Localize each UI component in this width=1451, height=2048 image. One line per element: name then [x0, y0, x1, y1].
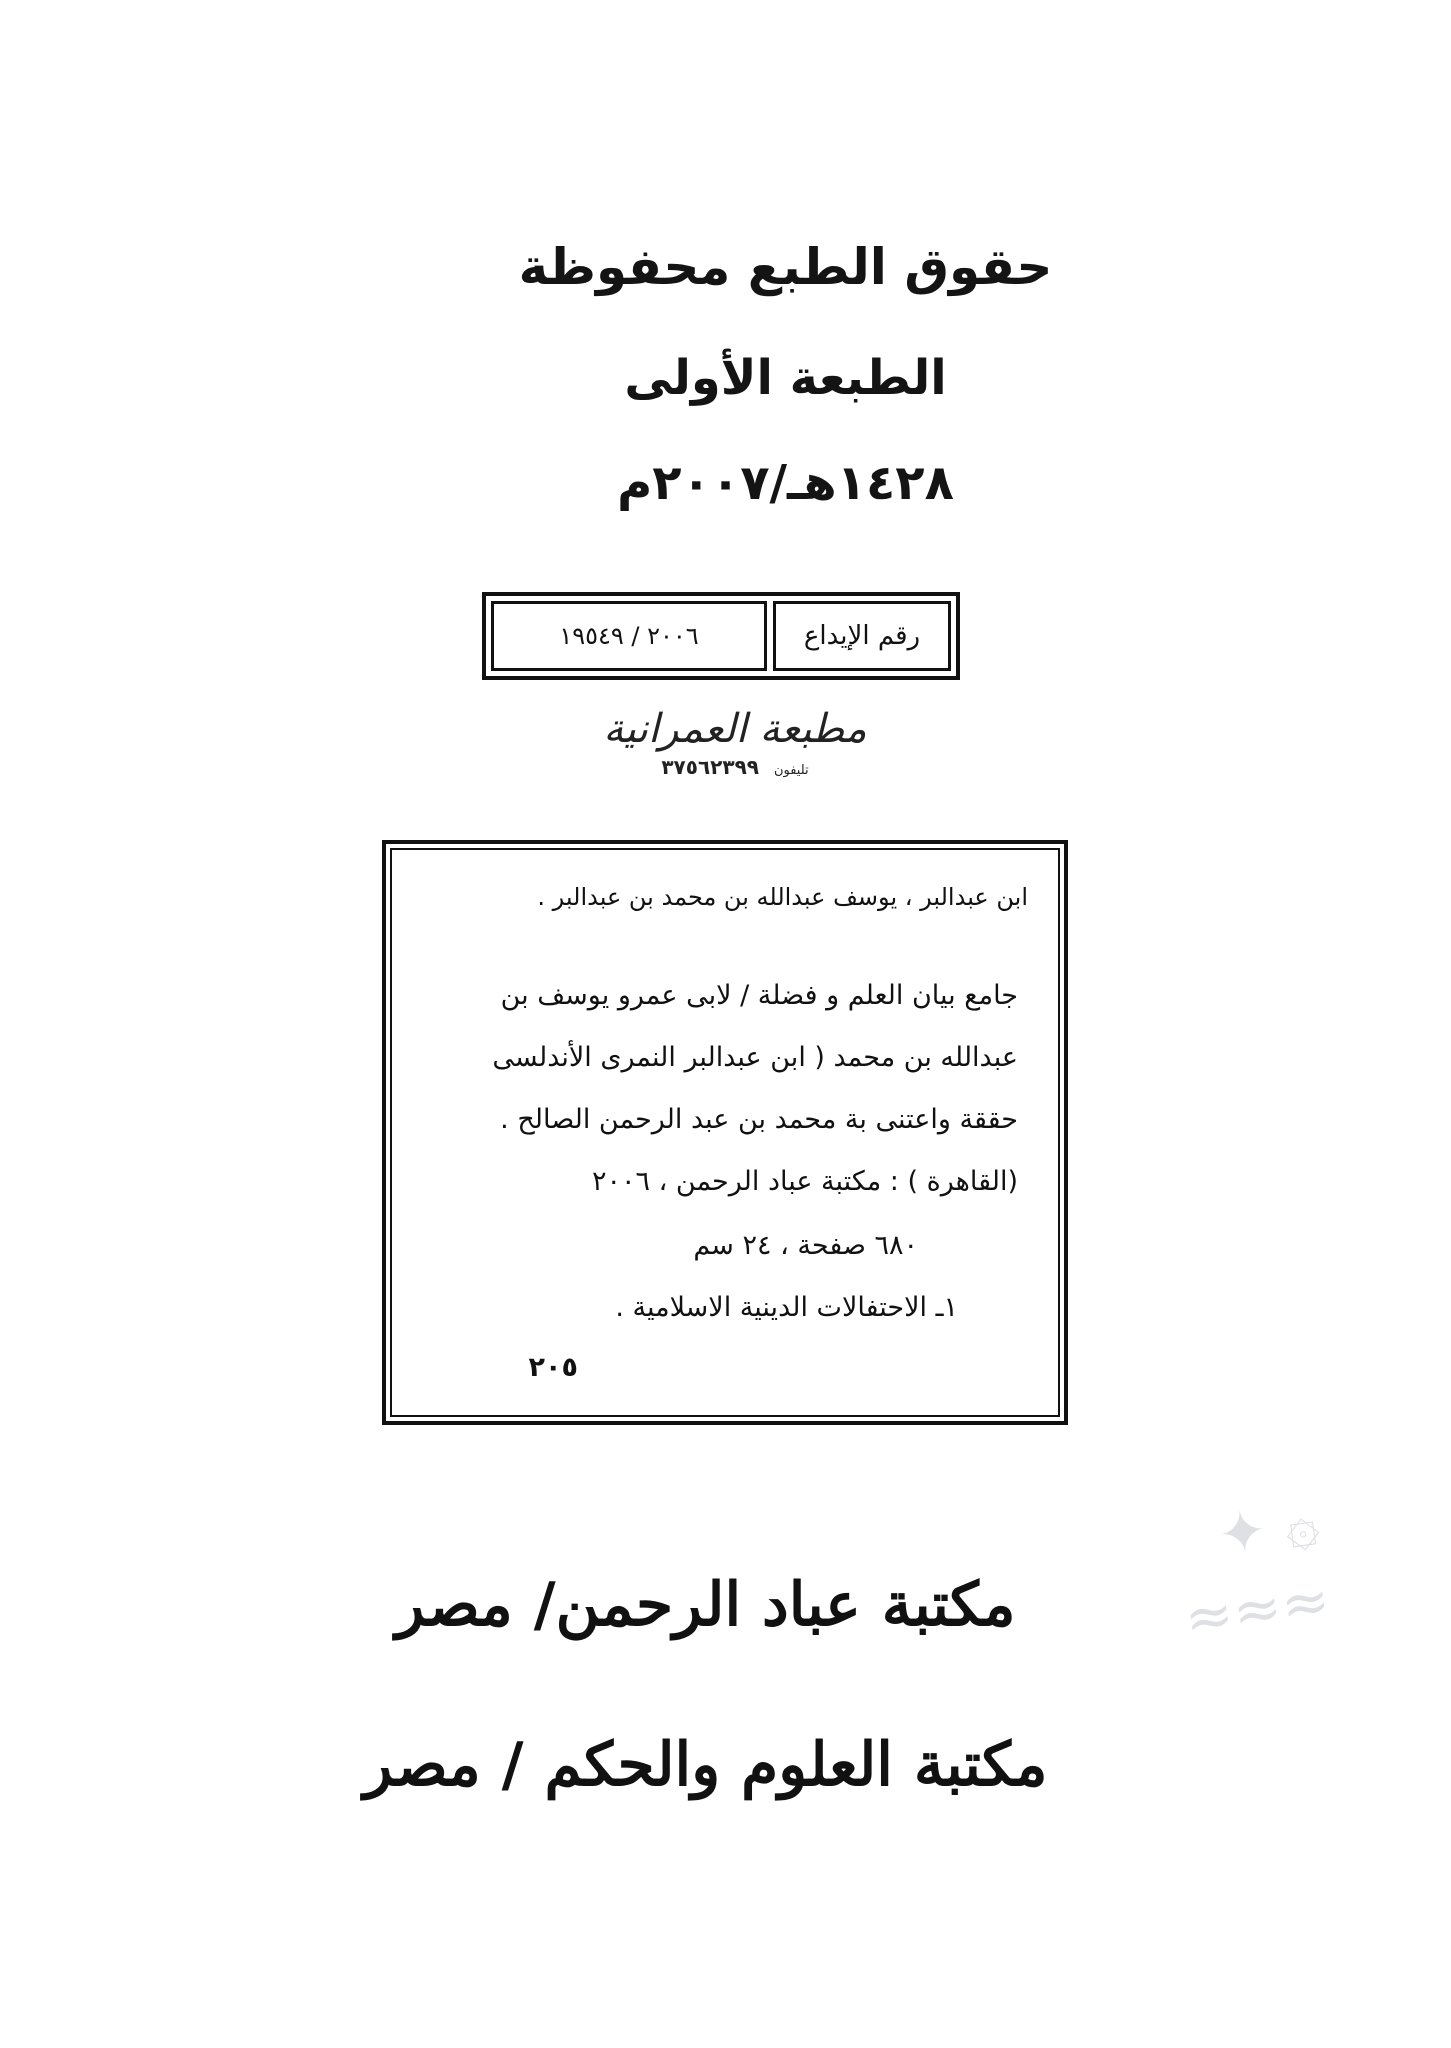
catalog-line: ٦٨٠ صفحة ، ٢٤ سم — [693, 1230, 918, 1261]
catalog-line: عبدالله بن محمد ( ابن عبدالبر النمرى الأندلسى — [492, 1042, 1018, 1073]
deposit-number: ٢٠٠٦ / ١٩٥٤٩ — [491, 601, 767, 671]
catalog-card — [382, 840, 1068, 1425]
copyright-title: حقوق الطبع محفوظة — [518, 238, 1053, 296]
press-phone-row — [555, 755, 915, 779]
edition-label: الطبعة الأولى — [624, 350, 947, 406]
catalog-line: جامع بيان العلم و فضلة / لابى عمرو يوسف بن — [500, 980, 1018, 1011]
catalog-line: حققة واعتنى بة محمد بن عبد الرحمن الصالح . — [500, 1104, 1018, 1135]
catalog-classification: ٢٠٥ — [528, 1352, 578, 1383]
catalog-line: (القاهرة ) : مكتبة عباد الرحمن ، ٢٠٠٦ — [592, 1166, 1018, 1197]
press-logo — [555, 705, 915, 785]
deposit-number-box — [482, 592, 960, 680]
catalog-author: ابن عبدالبر ، يوسف عبدالله بن محمد بن عبدالبر . — [537, 883, 1028, 911]
catalog-line: ١ـ الاحتفالات الدينية الاسلامية . — [615, 1292, 958, 1323]
publisher-line: مكتبة عباد الرحمن/ مصر — [395, 1570, 1016, 1640]
faint-stamp-mark: ۞ ✦ ≈≈≈ — [1180, 1488, 1335, 1653]
press-name: مطبعة العمرانية — [603, 706, 867, 752]
press-phone: ٣٧٥٦٢٣٩٩ — [661, 755, 759, 779]
catalog-card-inner — [390, 848, 1060, 1417]
deposit-label: رقم الإيداع — [773, 601, 951, 671]
press-phone-label: تليفون — [773, 763, 809, 778]
publisher-line: مكتبة العلوم والحكم / مصر — [363, 1730, 1048, 1800]
publication-date: ١٤٢٨هـ/٢٠٠٧م — [617, 455, 954, 511]
